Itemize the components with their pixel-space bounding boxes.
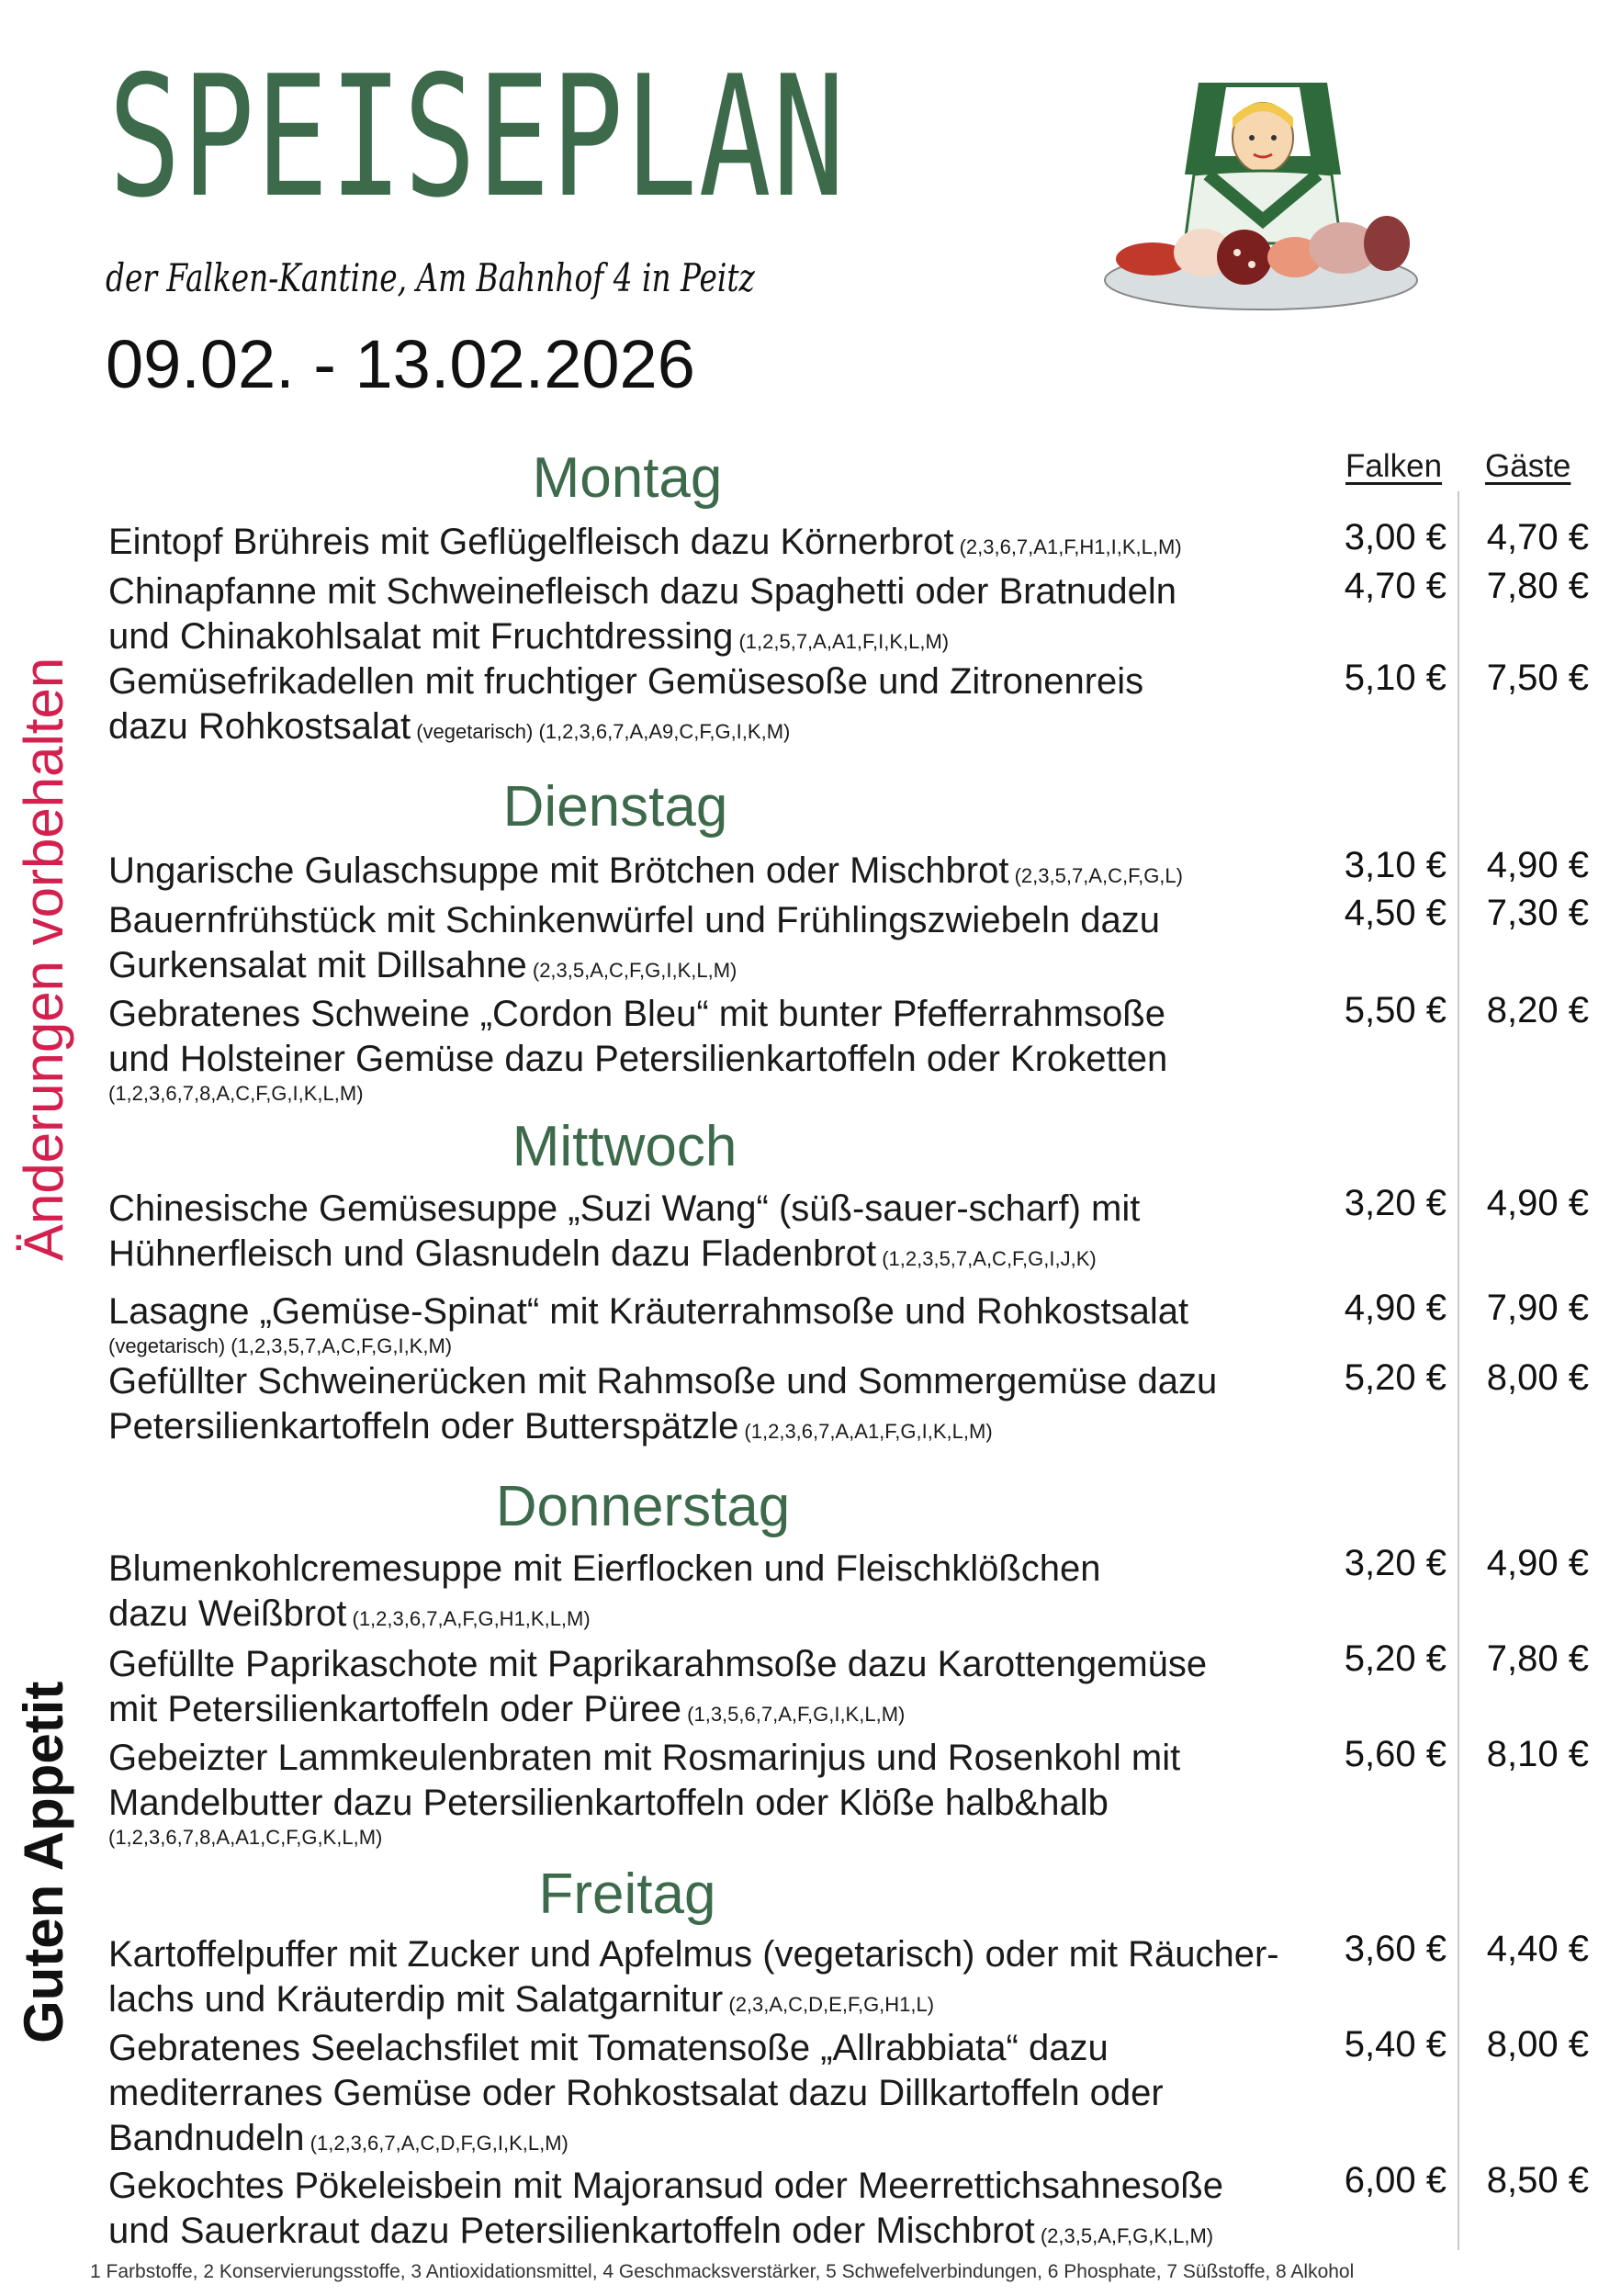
dish-line: Gebratenes Schweine „Cordon Bleu“ mit bunter Pfefferrahmsoße bbox=[108, 994, 1165, 1034]
price-gaeste: 4,90 € bbox=[1486, 1183, 1589, 1223]
allergen-codes: (vegetarisch) (1,2,3,5,7,A,C,F,G,I,K,M) bbox=[108, 1334, 453, 1357]
dish-line: Bandnudeln (1,2,3,6,7,A,C,D,F,G,I,K,L,M) bbox=[108, 2118, 568, 2158]
price-gaeste: 8,00 € bbox=[1486, 2024, 1589, 2065]
dish-line: lachs und Kräuterdip mit Salatgarnitur (2,3,A,C,D,E,F,G,H1,L) bbox=[108, 1979, 935, 2020]
price-gaeste: 4,90 € bbox=[1486, 845, 1589, 885]
price-falken: 4,50 € bbox=[1344, 893, 1447, 933]
dish-description bbox=[108, 1642, 1302, 1737]
allergen-codes: (1,2,3,6,7,A,C,D,F,G,I,K,L,M) bbox=[304, 2132, 568, 2155]
price-gaeste: 7,90 € bbox=[1486, 1288, 1589, 1328]
allergen-codes: (2,3,5,7,A,C,F,G,L) bbox=[1008, 864, 1183, 887]
price-falken: 3,10 € bbox=[1344, 845, 1447, 885]
dish-line: Hühnerfleisch und Glasnudeln dazu Fladenbrot (1,2,3,5,7,A,C,F,G,I,J,K) bbox=[108, 1233, 1097, 1274]
allergen-codes: (1,2,3,6,7,8,A,A1,C,F,G,K,L,M) bbox=[108, 1826, 383, 1849]
dish-line: Lasagne „Gemüse-Spinat“ mit Kräuterrahmsoße und Rohkostsalat bbox=[108, 1291, 1189, 1332]
dish-description bbox=[108, 1359, 1302, 1454]
dish-line: Petersilienkartoffeln oder Butterspätzle (1,2,3,6,7,A,A1,F,G,I,K,L,M) bbox=[108, 1406, 993, 1446]
allergen-codes: (1,2,3,6,7,8,A,C,F,G,I,K,L,M) bbox=[108, 1082, 364, 1105]
dish-line: Chinesische Gemüsesuppe „Suzi Wang“ (süß-sauer-scharf) mit bbox=[108, 1188, 1141, 1229]
price-gaeste: 7,80 € bbox=[1486, 1638, 1589, 1679]
dish-description bbox=[108, 898, 1302, 993]
price-falken: 6,00 € bbox=[1344, 2160, 1447, 2200]
price-falken: 5,10 € bbox=[1344, 658, 1447, 698]
dish-line: Gefüllter Schweinerücken mit Rahmsoße und Sommergemüse dazu bbox=[108, 1361, 1218, 1401]
column-header-gaeste: Gäste bbox=[1485, 448, 1571, 484]
dish-description bbox=[108, 1289, 1302, 1358]
dish-description bbox=[108, 520, 1302, 569]
price-falken: 4,70 € bbox=[1344, 566, 1447, 606]
page-title: SPEISEPLAN bbox=[108, 39, 847, 234]
woman-with-meat-platter-icon bbox=[1098, 83, 1424, 317]
dish-line: Eintopf Brühreis mit Geflügelfleisch dazu Körnerbrot (2,3,6,7,A1,F,H1,I,K,L,M) bbox=[108, 522, 1182, 562]
day-heading-donnerstag: Donnerstag bbox=[495, 1475, 791, 1538]
dish-line: dazu Weißbrot (1,2,3,6,7,A,F,G,H1,K,L,M) bbox=[108, 1593, 591, 1634]
dish-line: Mandelbutter dazu Petersilienkartoffeln oder Klöße halb&halb bbox=[108, 1783, 1109, 1823]
price-falken: 5,50 € bbox=[1344, 990, 1447, 1030]
price-gaeste: 7,50 € bbox=[1486, 658, 1589, 698]
dish-line: mediterranes Gemüse oder Rohkostsalat dazu Dillkartoffeln oder bbox=[108, 2073, 1164, 2113]
allergen-codes: (1,3,5,6,7,A,F,G,I,K,L,M) bbox=[681, 1703, 906, 1726]
price-gaeste: 4,40 € bbox=[1486, 1929, 1589, 1969]
allergen-codes: (2,3,5,A,F,G,K,L,M) bbox=[1034, 2224, 1214, 2247]
price-gaeste: 4,70 € bbox=[1486, 517, 1589, 557]
subtitle: der Falken-Kantine, Am Bahnhof 4 in Peitz bbox=[106, 255, 755, 300]
dish-line: Gebratenes Seelachsfilet mit Tomatensoße „Allrabbiata“ dazu bbox=[108, 2028, 1109, 2068]
allergen-codes: (2,3,A,C,D,E,F,G,H1,L) bbox=[723, 1993, 935, 2016]
dish-description bbox=[108, 2026, 1302, 2166]
price-gaeste: 8,20 € bbox=[1486, 990, 1589, 1030]
allergen-codes: (1,2,5,7,A,A1,F,I,K,L,M) bbox=[733, 630, 950, 653]
column-divider bbox=[1458, 491, 1459, 2250]
price-falken: 3,20 € bbox=[1344, 1183, 1447, 1223]
day-heading-freitag: Freitag bbox=[538, 1863, 716, 1926]
dish-line: Ungarische Gulaschsuppe mit Brötchen oder Mischbrot (2,3,5,7,A,C,F,G,L) bbox=[108, 850, 1183, 891]
dish-description bbox=[108, 992, 1302, 1106]
allergen-codes: (1,2,3,5,7,A,C,F,G,I,J,K) bbox=[876, 1247, 1097, 1270]
dish-line: Bauernfrühstück mit Schinkenwürfel und Frühlingszwiebeln dazu bbox=[108, 900, 1161, 940]
side-note-changes: Änderungen vorbehalten bbox=[13, 657, 74, 1261]
dish-line: und Sauerkraut dazu Petersilienkartoffeln oder Mischbrot (2,3,5,A,F,G,K,L,M) bbox=[108, 2211, 1214, 2251]
dish-description bbox=[108, 1187, 1302, 1281]
dish-line: Gekochtes Pökeleisbein mit Majoransud oder Meerrettichsahnesoße bbox=[108, 2166, 1223, 2206]
dish-line: mit Petersilienkartoffeln oder Püree (1,3,5,6,7,A,F,G,I,K,L,M) bbox=[108, 1689, 906, 1729]
price-gaeste: 4,90 € bbox=[1486, 1543, 1589, 1583]
side-note-appetit: Guten Appetit bbox=[13, 1681, 74, 2043]
dish-line: dazu Rohkostsalat (vegetarisch) (1,2,3,6,7,A,A9,C,F,G,I,K,M) bbox=[108, 706, 791, 747]
price-falken: 3,20 € bbox=[1344, 1543, 1447, 1583]
dish-line: Gebeizter Lammkeulenbraten mit Rosmarinjus und Rosenkohl mit bbox=[108, 1738, 1181, 1778]
dish-line: Gefüllte Paprikaschote mit Paprikarahmsoße dazu Karottengemüse bbox=[108, 1644, 1208, 1684]
price-gaeste: 8,10 € bbox=[1486, 1734, 1589, 1774]
day-heading-dienstag: Dienstag bbox=[502, 775, 728, 838]
price-gaeste: 7,30 € bbox=[1486, 893, 1589, 933]
dish-line: Gemüsefrikadellen mit fruchtiger Gemüsesoße und Zitronenreis bbox=[108, 661, 1144, 702]
dish-description bbox=[108, 2164, 1302, 2258]
allergen-codes: (2,3,6,7,A1,F,H1,I,K,L,M) bbox=[953, 535, 1182, 558]
day-heading-montag: Montag bbox=[532, 446, 723, 510]
date-range: 09.02. - 13.02.2026 bbox=[106, 326, 695, 402]
dish-description bbox=[108, 1547, 1302, 1641]
dish-line: und Holsteiner Gemüse dazu Petersilienkartoffeln oder Kroketten bbox=[108, 1039, 1168, 1079]
price-gaeste: 8,50 € bbox=[1486, 2160, 1589, 2200]
dish-line: Chinapfanne mit Schweinefleisch dazu Spaghetti oder Bratnudeln bbox=[108, 571, 1176, 612]
dish-description bbox=[108, 569, 1302, 664]
allergen-footnote: 1 Farbstoffe, 2 Konservierungsstoffe, 3 Antioxidationsmittel, 4 Geschmacksverstärker, 5 Schwefelverbindungen, 6 Phosphate, 7 Süßstoffe, 8 Alkohol bbox=[90, 2261, 1355, 2282]
dish-description bbox=[108, 1736, 1302, 1850]
price-falken: 5,20 € bbox=[1344, 1638, 1447, 1679]
price-falken: 5,60 € bbox=[1344, 1734, 1447, 1774]
price-falken: 3,60 € bbox=[1344, 1929, 1447, 1969]
dish-line: Kartoffelpuffer mit Zucker und Apfelmus (vegetarisch) oder mit Räucher- bbox=[108, 1934, 1279, 1975]
dish-description bbox=[108, 659, 1302, 754]
allergen-codes: (2,3,5,A,C,F,G,I,K,L,M) bbox=[526, 959, 737, 982]
price-gaeste: 7,80 € bbox=[1486, 566, 1589, 606]
price-gaeste: 8,00 € bbox=[1486, 1357, 1589, 1398]
allergen-codes: (1,2,3,6,7,A,A1,F,G,I,K,L,M) bbox=[738, 1420, 993, 1443]
price-falken: 5,20 € bbox=[1344, 1357, 1447, 1398]
dish-line: Gurkensalat mit Dillsahne (2,3,5,A,C,F,G,I,K,L,M) bbox=[108, 945, 737, 985]
price-falken: 3,00 € bbox=[1344, 517, 1447, 557]
dish-description bbox=[108, 1932, 1302, 2027]
dish-description bbox=[108, 849, 1302, 898]
price-falken: 5,40 € bbox=[1344, 2024, 1447, 2065]
column-header-falken: Falken bbox=[1345, 448, 1443, 484]
dish-line: und Chinakohlsalat mit Fruchtdressing (1,2,5,7,A,A1,F,I,K,L,M) bbox=[108, 616, 950, 657]
price-falken: 4,90 € bbox=[1344, 1288, 1447, 1328]
allergen-codes: (1,2,3,6,7,A,F,G,H1,K,L,M) bbox=[346, 1607, 591, 1630]
allergen-codes: (vegetarisch) (1,2,3,6,7,A,A9,C,F,G,I,K,M) bbox=[411, 720, 791, 743]
day-heading-mittwoch: Mittwoch bbox=[512, 1115, 737, 1178]
dish-line: Blumenkohlcremesuppe mit Eierflocken und Fleischklößchen bbox=[108, 1548, 1101, 1589]
